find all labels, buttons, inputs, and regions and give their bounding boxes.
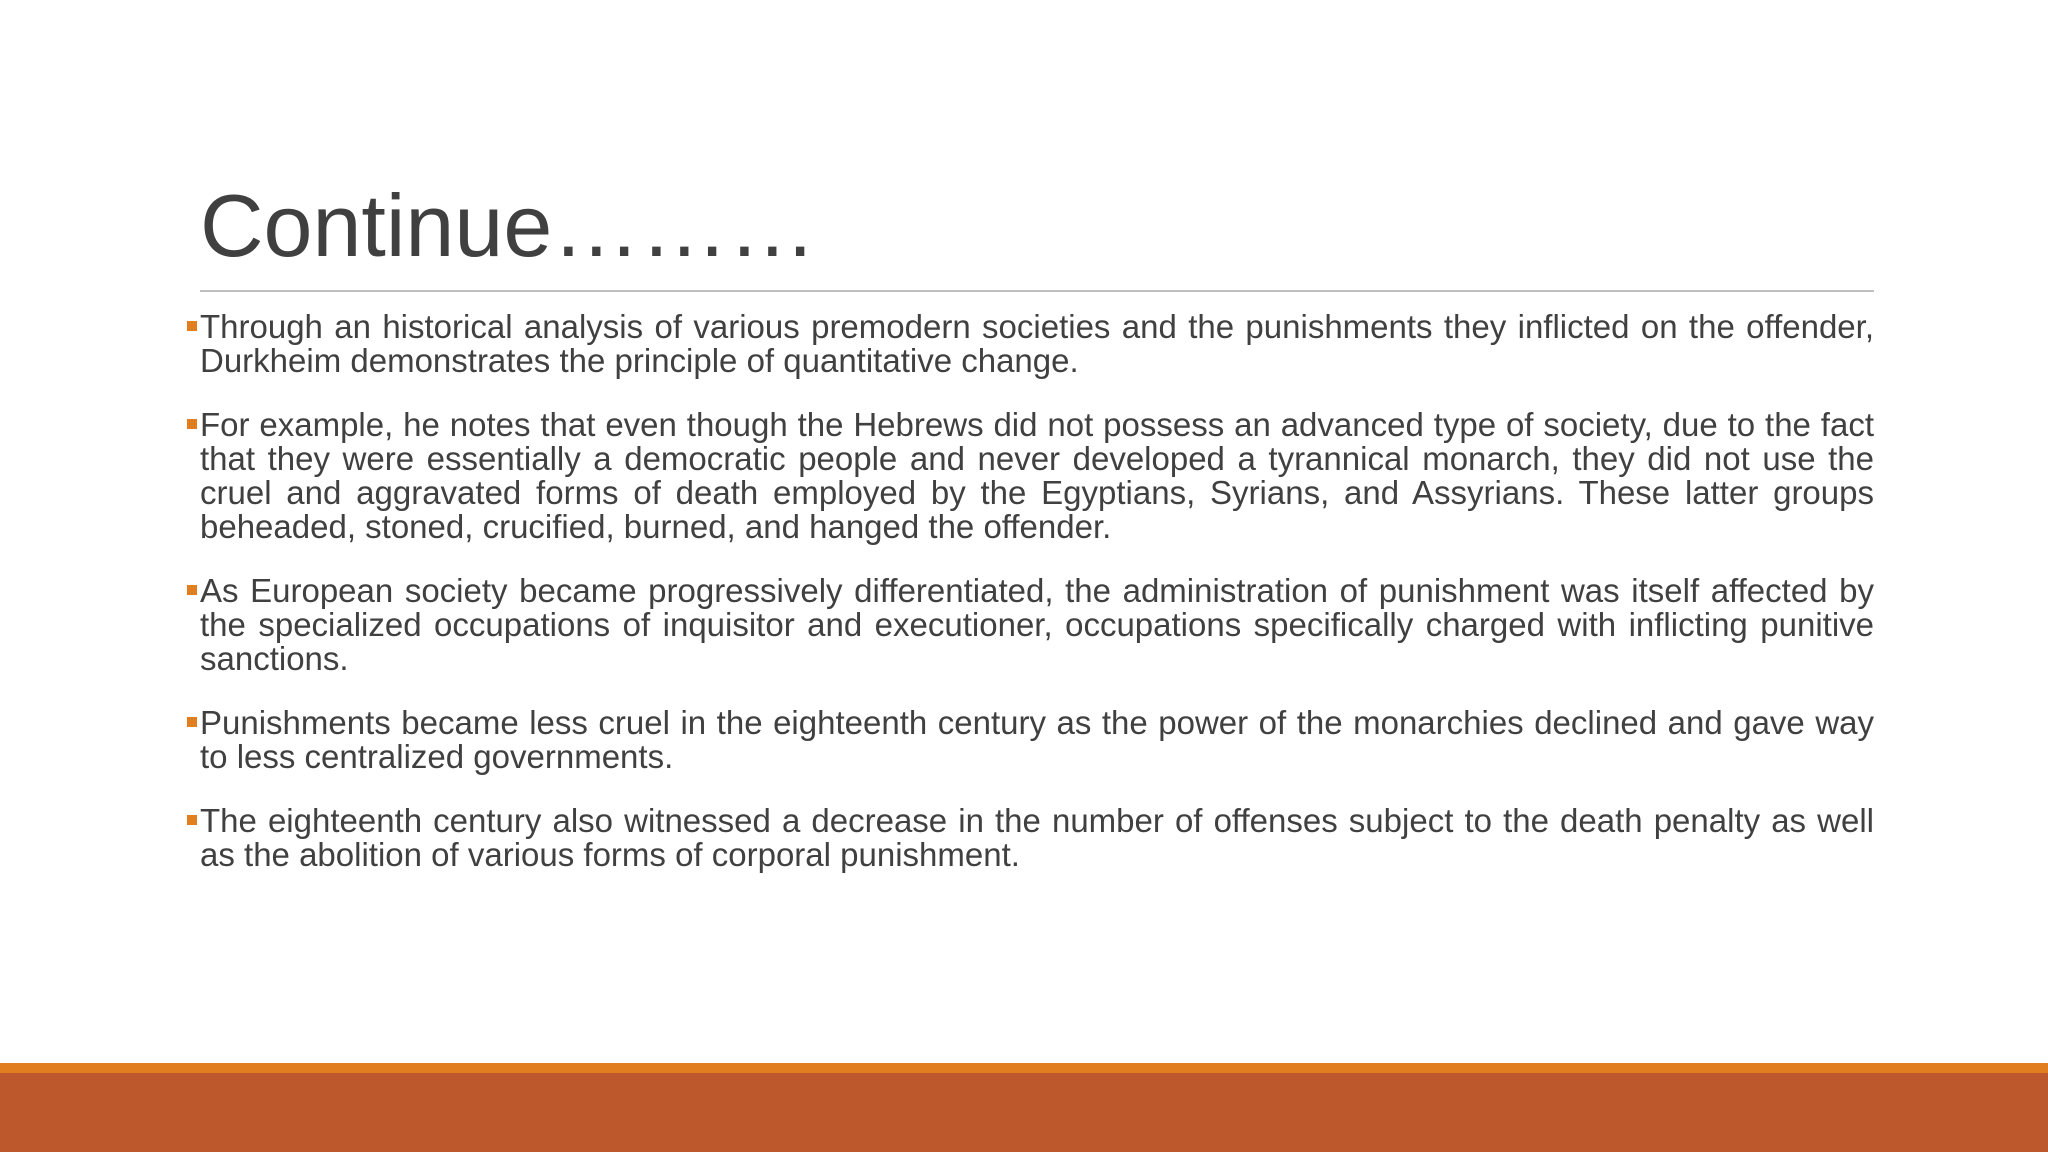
bullet-text: Punishments became less cruel in the eighteenth century as the power of the monarchies declined and gave way to less centralized governments. [200,704,1874,775]
square-bullet-icon [187,419,197,429]
bullet-text: The eighteenth century also witnessed a decrease in the number of offenses subject to the death penalty as well as the abolition of various forms of corporal punishment. [200,802,1874,873]
slide-title: Continue……… [200,176,817,275]
bullet-list [200,310,1874,902]
bullet-item [200,310,1874,378]
footer-band [0,1073,2048,1152]
square-bullet-icon [187,815,197,825]
bullet-text: As European society became progressively differentiated, the administration of punishment was itself affected by the specialized occupations of inquisitor and executioner, occupations specifically charged with inflicting punitive sanctions. [200,572,1874,677]
square-bullet-icon [187,585,197,595]
bullet-item [200,574,1874,676]
bullet-item [200,804,1874,872]
bullet-item [200,706,1874,774]
bullet-item [200,408,1874,544]
bullet-text: Through an historical analysis of various premodern societies and the punishments they inflicted on the offender, Durkheim demonstrates the principle of quantitative change. [200,308,1874,379]
title-divider [200,290,1874,292]
bullet-text: For example, he notes that even though the Hebrews did not possess an advanced type of society, due to the fact that they were essentially a democratic people and never developed a tyrannical monarch, they did not use the cruel and aggravated forms of death employed by the Egyptians, Syrians, and Assyrians. These latter groups beheaded, stoned, crucified, burned, and hanged the offender. [200,406,1874,545]
square-bullet-icon [187,717,197,727]
footer-accent-stripe [0,1063,2048,1073]
square-bullet-icon [187,321,197,331]
